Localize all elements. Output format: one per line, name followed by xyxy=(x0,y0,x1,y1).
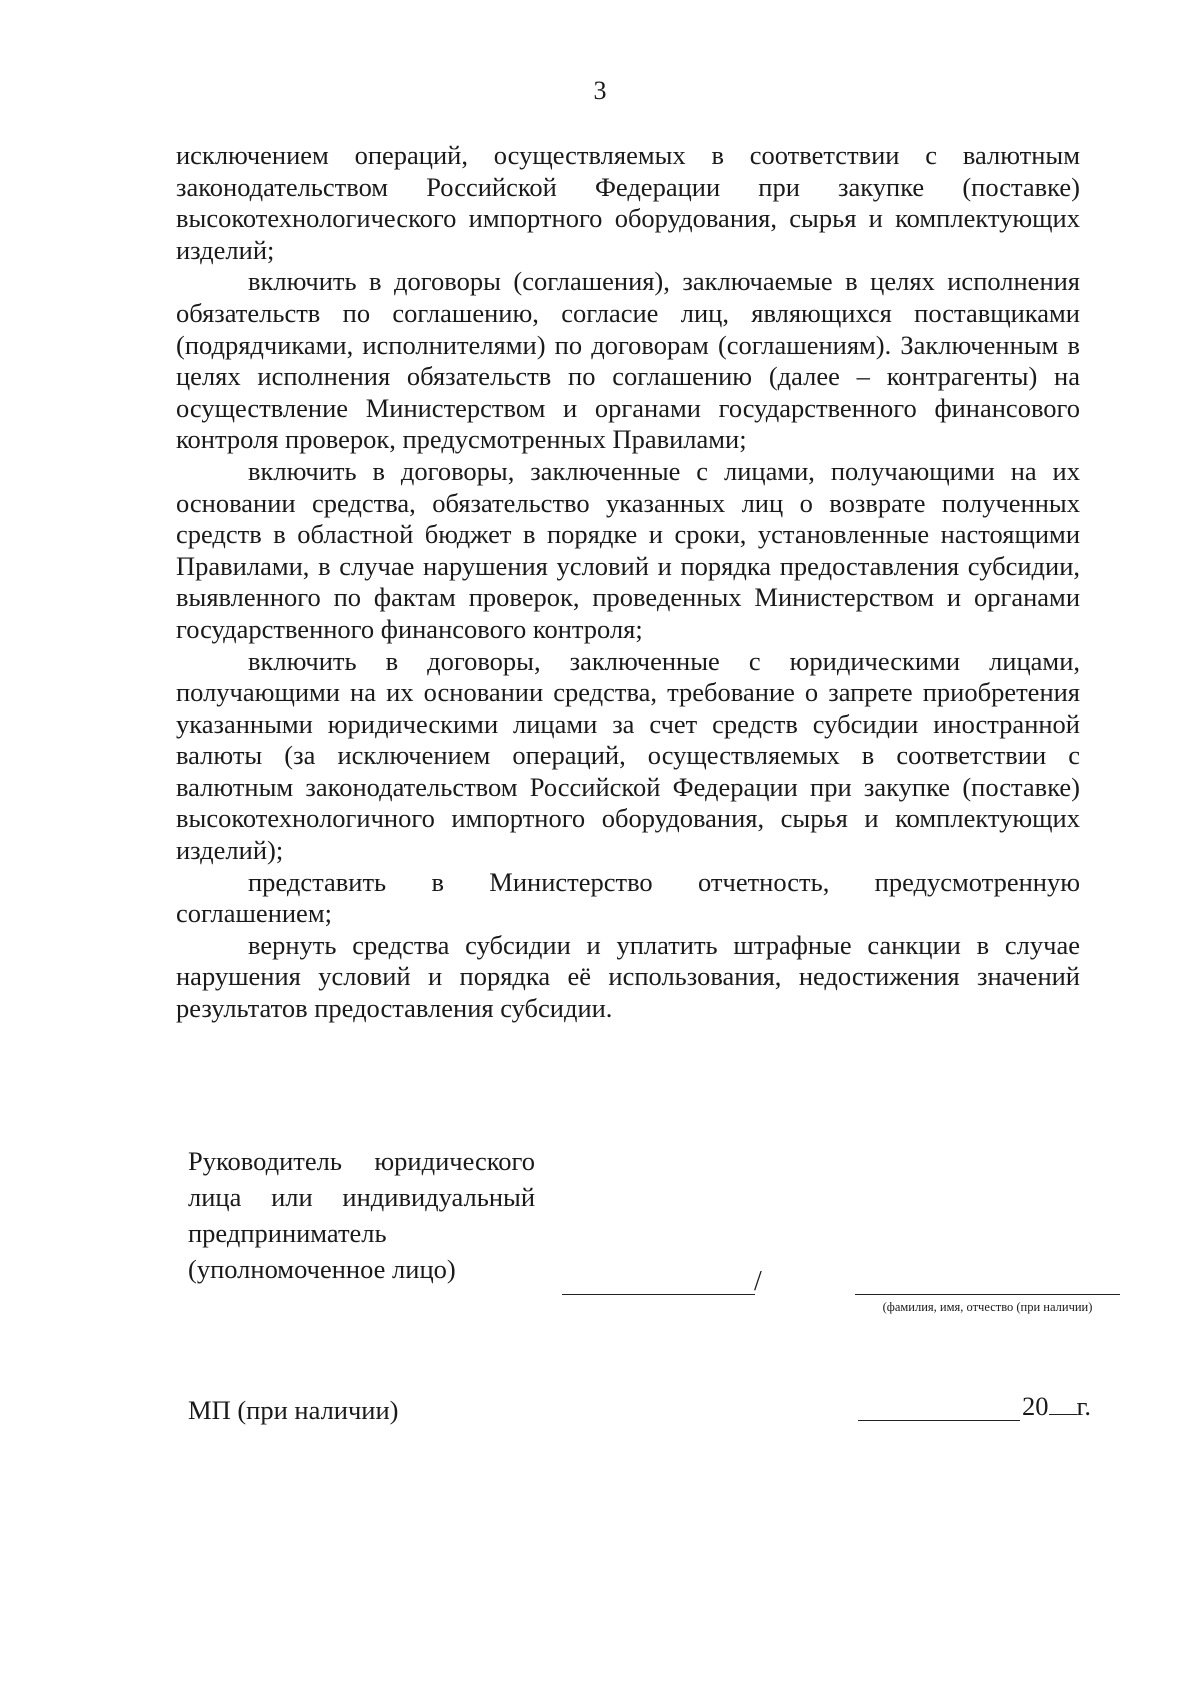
paragraph-5: представить в Министерство отчетность, предусмотренную соглашением; xyxy=(176,866,1080,929)
paragraph-1: исключением операций, осуществляемых в соответствии с валютным законодательством Российской Федерации при закупке (поставке) высокотехнологического импортного оборудования, сырья и комплектующих изделий; xyxy=(176,140,1080,265)
paragraph-4: включить в договоры, заключенные с юридическими лицами, получающими на их основании средства, требование о запрете приобретения указанными юридическими лицами за счет средств субсидии иностранной валюты (за исключением операций, осуществляемых в соответствии с валютным законодательством Российской Федерации при закупке (поставке) высокотехнологичного импортного оборудования, сырья и комплектующих изделий); xyxy=(176,645,1080,866)
page-number: 3 xyxy=(593,76,607,105)
signer-title-line-2: лица или индивидуальный xyxy=(188,1182,535,1212)
document-body xyxy=(176,140,1080,1025)
signature-separator: / xyxy=(754,1266,762,1297)
signer-title-line-4: (уполномоченное лицо) xyxy=(188,1254,456,1284)
date-year-suffix: г. xyxy=(1076,1391,1092,1421)
signer-title-line-1: Руководитель юридического xyxy=(188,1146,535,1176)
paragraph-6: вернуть средства субсидии и уплатить штрафные санкции в случае нарушения условий и порядка её использования, недостижения значений результатов предоставления субсидии. xyxy=(176,929,1080,1024)
signer-title-block xyxy=(188,1143,568,1287)
full-name-caption: (фамилия, имя, отчество (при наличии) xyxy=(882,1300,1093,1314)
date-year-blank xyxy=(1049,1390,1077,1415)
paragraph-2: включить в договоры (соглашения), заключаемые в целях исполнения обязательств по соглашению, согласие лиц, являющихся поставщиками (подрядчиками, исполнителями) по договорам (соглашениям). Заключенным в целях исполнения обязательств по соглашению (далее – контрагенты) на осуществление Министерством и органами государственного финансового контроля проверок, предусмотренных Правилами; xyxy=(176,266,1080,455)
stamp-label: МП (при наличии) xyxy=(188,1395,399,1425)
signature-line xyxy=(562,1294,755,1295)
date-day-month-line xyxy=(858,1420,1020,1421)
full-name-line xyxy=(855,1294,1120,1295)
date-year-prefix: 20 xyxy=(1022,1391,1049,1421)
signer-title-line-3: предприниматель xyxy=(188,1218,387,1248)
date-year-field xyxy=(1022,1390,1091,1422)
paragraph-3: включить в договоры, заключенные с лицами, получающими на их основании средства, обязательство указанных лиц о возврате полученных средств в областной бюджет в порядке и сроки, установленные настоящими Правилами, в случае нарушения условий и порядка предоставления субсидии, выявленного по фактам проверок, проведенных Министерством и органами государственного финансового контроля; xyxy=(176,455,1080,644)
